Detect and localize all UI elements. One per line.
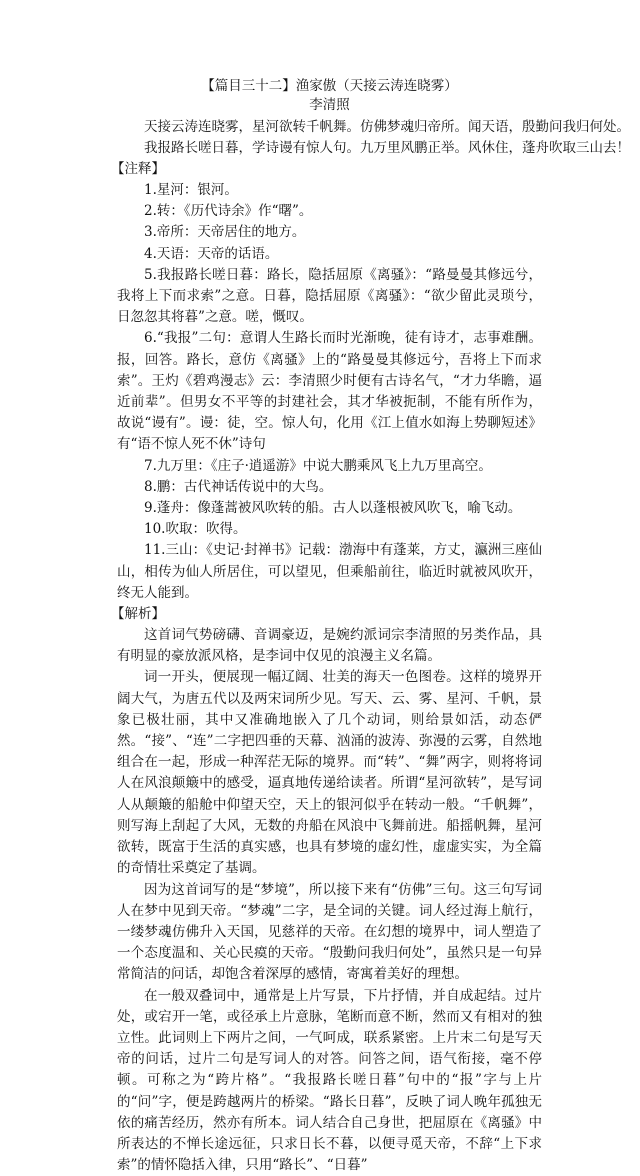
note-item: 2.转：《历代诗余》作“曙”。 xyxy=(144,203,313,220)
analysis-paragraph: 词一开头，便展现一幅辽阔、壮美的海天一色图卷。这样的境界开阔大气，为唐五代以及两宋词所少见。写天、云、雾、星河、千帆，景象已极壮丽，其中又准确地嵌入了几个动词，则给景如活，动态俨然。“接”、“连”二字把四垂的天幕、汹涌的波涛、弥漫的云雾，自然地组合在一起，形成一种浑茫无际的境界。而“转”、“舞”两字，则将将词人在风浪颠簸中的感受，逼真地传递给读者。所谓“星河欲转”，是写词人从颠簸的船舱中仰望天空，天上的银河似乎在转动一般。“千帆舞”，则写海上刮起了大风，无数的舟船在风浪中飞舞前进。船摇帆舞，星河欲转，既富于生活的真实感，也具有梦境的虚幻性，虚虚实实，为全篇的奇情壮采奠定了基调。 xyxy=(117,669,542,877)
poem-body xyxy=(117,117,630,159)
doc-title: 【篇目三十二】渔家傲（天接云涛连晓雾） xyxy=(201,78,458,94)
note-item: 4.天语：天帝的话语。 xyxy=(144,245,279,262)
notes-heading: 【注释】 xyxy=(111,161,165,177)
analysis-paragraph: 因为这首词写的是“梦境”，所以接下来有“仿佛”三句。这三句写词人在梦中见到天帝。“梦魂”二字，是全词的关键。词人经过海上航行，一缕梦魂仿佛升入天国，见慈祥的天帝。在幻想的境界中，词人塑造了一个态度温和、关心民瘼的天帝。“殷勤问我归何处”，虽然只是一句异常简洁的问话，却饱含着深厚的感情，寄寓着美好的理想。 xyxy=(117,881,542,983)
note-item: 8.鹏：古代神话传说中的大鸟。 xyxy=(144,478,333,495)
analysis-paragraph: 这首词气势磅礴、音调豪迈，是婉约派词宗李清照的另类作品，具有明显的豪放派风格，是李词中仅见的浪漫主义名篇。 xyxy=(117,627,542,665)
note-item: 11.三山：《史记·封禅书》记载：渤海中有蓬莱，方丈，瀛洲三座仙山，相传为仙人所居住，可以望见，但乘船前往，临近时就被风吹开，终无人能到。 xyxy=(117,542,542,601)
note-item: 6.“我报”二句：意谓人生路长而时光渐晚，徒有诗才，志事难酬。报，回答。路长，意仿《离骚》上的“路曼曼其修远兮，吾将上下而求索”。王灼《碧鸡漫志》云：李清照少时便有古诗名气，“才力华瞻，逼近前辈”。但男女不平等的封建社会，其才华被扼制，不能有所作为，故说“谩有”。谩：徒，空。惊人句，化用《江上值水如海上势聊短述》有“语不惊人死不休”诗句 xyxy=(117,330,542,453)
analysis-heading: 【解析】 xyxy=(111,606,165,623)
doc-author: 李清照 xyxy=(309,97,350,113)
analysis-paragraph: 在一般双叠词中，通常是上片写景，下片抒情，并自成起结。过片处，或宕开一笔，或径承上片意脉，笔断而意不断，然而又有相对的独立性。此词则上下两片之间，一气呵成，联系紧密。上片末二句是写天帝的问话，过片二句是写词人的对答。问答之间，语气衔接，毫不停顿。可称之为“跨片格”。“我报路长嗟日暮”句中的“报”字与上片的“问”字，便是跨越两片的桥梁。“路长日暮”，反映了词人晚年孤独无依的痛苦经历，然亦有所本。词人结合自己身世，把屈原在《离骚》中所表达的不惮长途远征，只求日长不暮，以便寻觅天帝，不辞“上下求索”的情怀隐括入律，只用“路长”、“日暮” xyxy=(117,987,542,1174)
poem-line: 天接云涛连晓雾，星河欲转千帆舞。仿佛梦魂归帝所。闻天语，殷勤问我归何处。 xyxy=(144,119,630,135)
note-item: 3.帝所：天帝居住的地方。 xyxy=(144,224,306,241)
note-item: 10.吹取：吹得。 xyxy=(144,521,247,538)
analysis-body xyxy=(117,625,542,1176)
note-item: 7.九万里：《庄子·逍遥游》中说大鹏乘风飞上九万里高空。 xyxy=(144,457,492,474)
note-item: 9.蓬舟：像蓬蒿被风吹转的船。古人以蓬根被风吹飞，喻飞动。 xyxy=(144,500,522,517)
note-item: 5.我报路长嗟日暮：路长，隐括屈原《离骚》：“路曼曼其修远兮，我将上下而求索”之意。日暮，隐括屈原《离骚》：“欲少留此灵琐兮，日忽忽其将暮”之意。嗟，慨叹。 xyxy=(117,266,542,326)
notes-list xyxy=(117,180,542,604)
note-item: 1.星河：银河。 xyxy=(144,182,238,198)
poem-line: 我报路长嗟日暮，学诗谩有惊人句。九万里风鹏正举。风休住，蓬舟吹取三山去！ xyxy=(144,140,630,156)
